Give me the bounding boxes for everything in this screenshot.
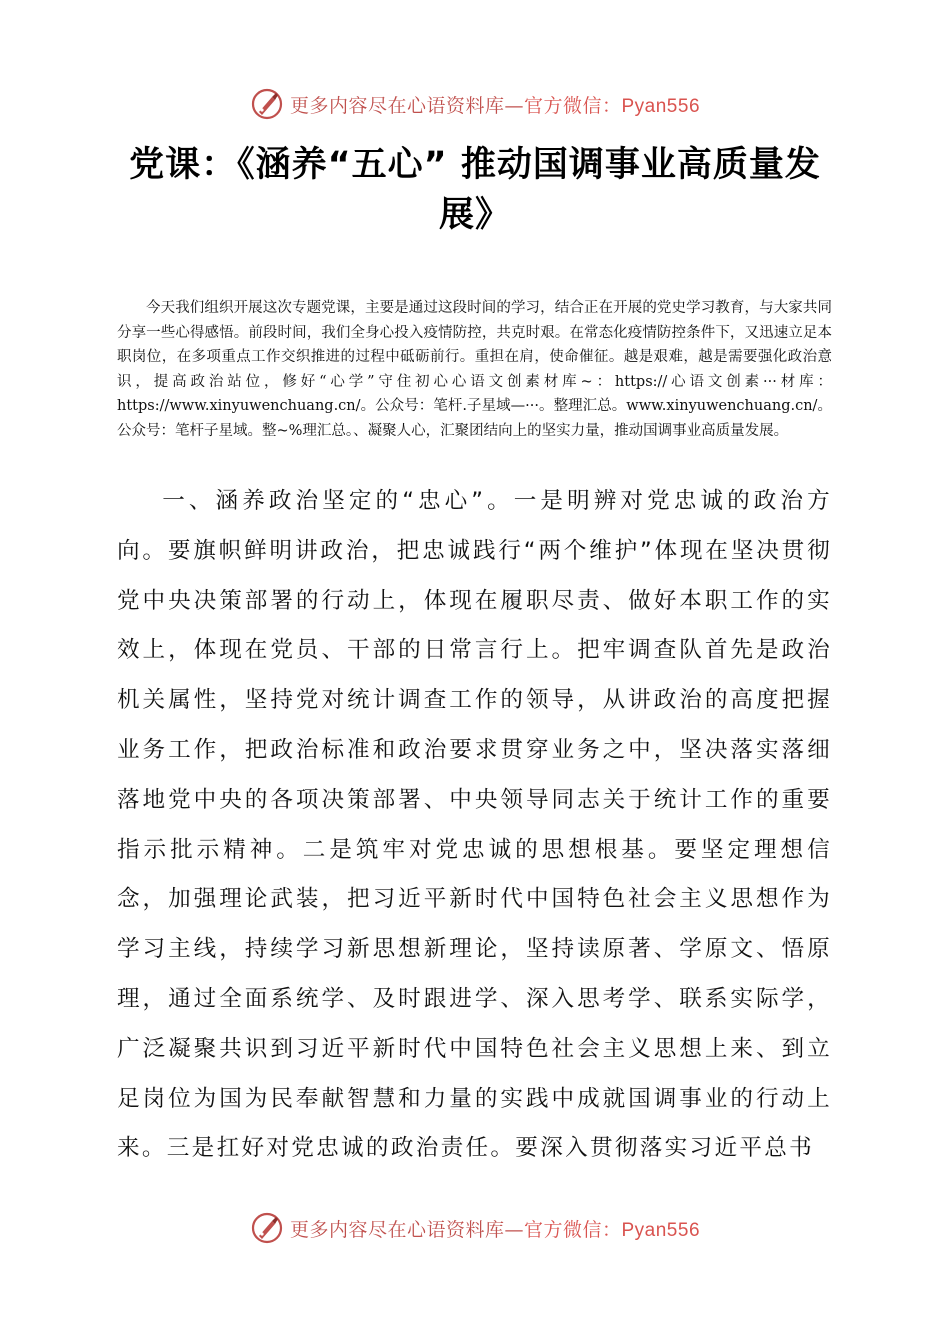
document-title: 党课：《涵养“五心” 推动国调事业高质量发展》 (129, 145, 821, 235)
banner-handle: Pyan556 (621, 1219, 701, 1241)
banner-label: 官方微信： (523, 94, 622, 117)
pen-nib-logo-icon (250, 87, 284, 121)
header-banner (0, 84, 950, 124)
pen-nib-logo-icon (250, 1211, 284, 1245)
banner-separator: — (504, 94, 524, 117)
banner-label: 官方微信： (523, 1218, 622, 1241)
banner-handle: Pyan556 (621, 95, 701, 117)
body-paragraph: 一、涵养政治坚定的“忠心”。一是明辨对党忠诚的政治方向。要旗帜鲜明讲政治，把忠诚践行“两个维护”体现在坚决贯彻党中央决策部署的行动上，体现在履职尽责、做好本职工作的实效上，体现在党员、干部的日常言行上。把牢调查队首先是政治机关属性，坚持党对统计调查工作的领导，从讲政治的高度把握业务工作，把政治标准和政治要求贯穿业务之中，坚决落实落细落地党中央的各项决策部署、中央领导同志关于统计工作的重要指示批示精神。二是筑牢对党忠诚的思想根基。要坚定理想信念，加强理论武装，把习近平新时代中国特色社会主义思想作为学习主线，持续学习新思想新理论，坚持读原著、学原文、悟原理，通过全面系统学、及时跟进学、深入思考学、联系实际学，广泛凝聚共识到习近平新时代中国特色社会主义思想上来、到立足岗位为国为民奉献智慧和力量的实践中成就国调事业的行动上来。三是扛好对党忠诚的政治责任。要深入贯彻落实习近平总书 (117, 488, 832, 1162)
banner-site-name: 更多内容尽在心语资料库 (289, 94, 505, 117)
intro-paragraph: 今天我们组织开展这次专题党课，主要是通过这段时间的学习，结合正在开展的党史学习教育，与大家共同分享一些心得感悟。前段时间，我们全身心投入疫情防控，共克时艰。在常态化疫情防控条件下，又迅速立足本职岗位，在多项重点工作交织推进的过程中砥砺前行。重担在肩，使命催征。越是艰难，越是需要强化政治意识，提高政治站位，修好“心学”守住初心心语文创素材库~：https://心语文创素···材库：https://www.xinyuwenchuang.cn/。公众号：笔杆.子星域—···。整理汇总。www.xinyuwenchuang.cn/。公众号：笔杆子星域。整~%理汇总。、凝聚人心，汇聚团结向上的坚实力量，推动国调事业高质量发展。 (117, 300, 832, 439)
banner-text (290, 1215, 700, 1242)
banner-separator: — (504, 1218, 524, 1241)
banner-text (290, 91, 700, 118)
footer-banner (0, 1208, 950, 1248)
banner-site-name: 更多内容尽在心语资料库 (289, 1218, 505, 1241)
